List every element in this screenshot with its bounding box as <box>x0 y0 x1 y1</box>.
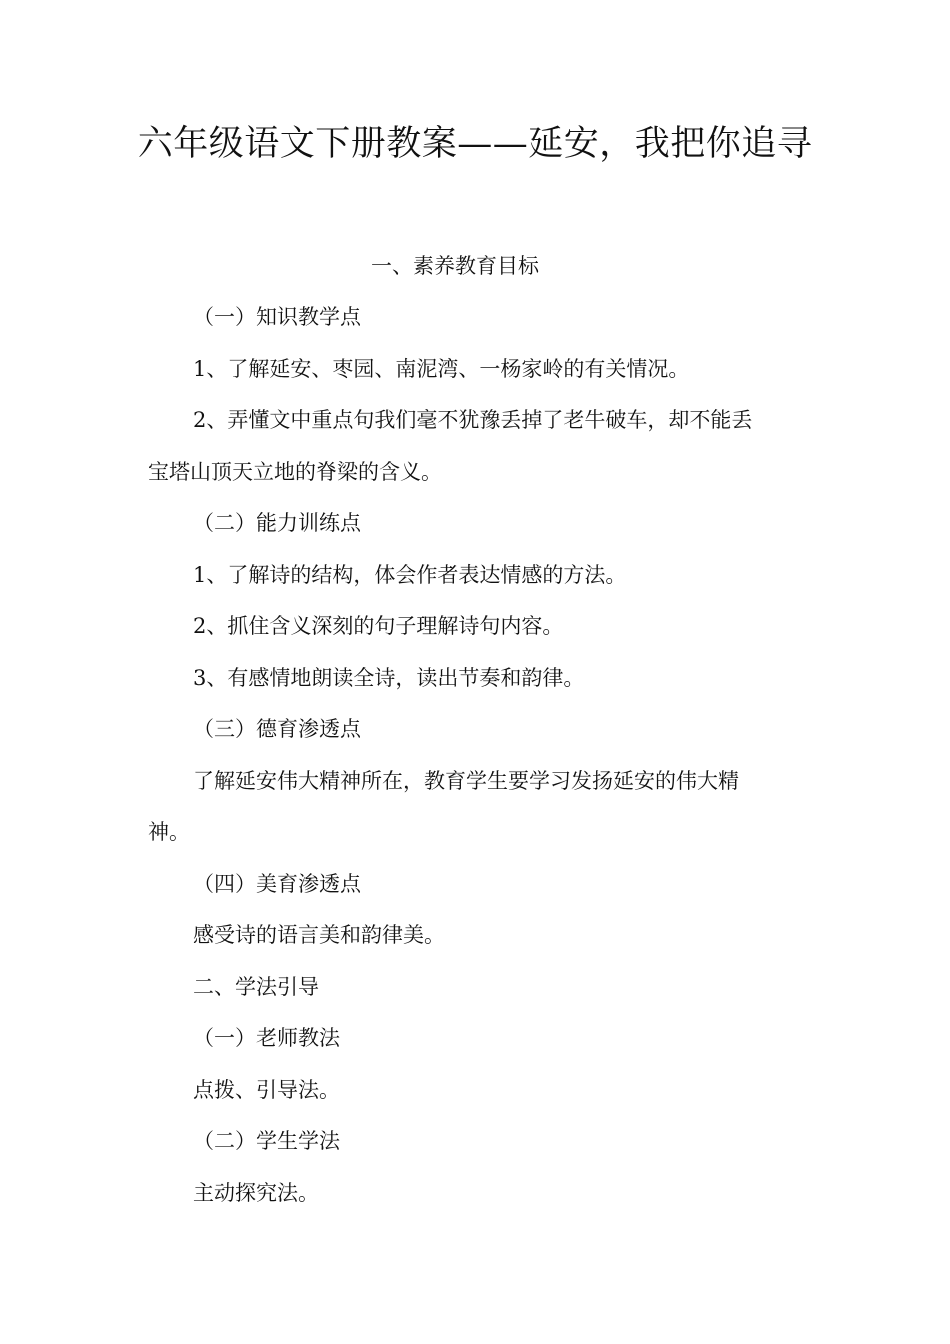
paragraph-line-continued: 神。 <box>148 820 190 844</box>
paragraph-line: 1、了解诗的结构，体会作者表达情感的方法。 <box>193 563 627 587</box>
section-heading-goals: 一、素养教育目标 <box>371 254 539 278</box>
document-title: 六年级语文下册教案——延安，我把你追寻 <box>137 124 813 164</box>
paragraph-line: 主动探究法。 <box>193 1181 319 1205</box>
paragraph-line-continued: 宝塔山顶天立地的脊梁的含义。 <box>148 460 442 484</box>
subheading-student-method: （二）学生学法 <box>193 1129 340 1153</box>
subheading-teacher-method: （一）老师教法 <box>193 1026 340 1050</box>
paragraph-line: 了解延安伟大精神所在，教育学生要学习发扬延安的伟大精 <box>193 769 739 793</box>
paragraph-line: 2、弄懂文中重点句我们毫不犹豫丢掉了老牛破车，却不能丢 <box>193 408 753 432</box>
paragraph-line: 1、了解延安、枣园、南泥湾、一杨家岭的有关情况。 <box>193 357 690 381</box>
paragraph-line: 点拨、引导法。 <box>193 1078 340 1102</box>
subheading-aesthetic: （四）美育渗透点 <box>193 872 361 896</box>
paragraph-line: 感受诗的语言美和韵律美。 <box>193 923 445 947</box>
paragraph-line: 3、有感情地朗读全诗，读出节奏和韵律。 <box>193 666 585 690</box>
section-heading-methods: 二、学法引导 <box>193 975 319 999</box>
subheading-ability: （二）能力训练点 <box>193 511 361 535</box>
subheading-moral: （三）德育渗透点 <box>193 717 361 741</box>
subheading-knowledge: （一）知识教学点 <box>193 305 361 329</box>
paragraph-line: 2、抓住含义深刻的句子理解诗句内容。 <box>193 614 564 638</box>
